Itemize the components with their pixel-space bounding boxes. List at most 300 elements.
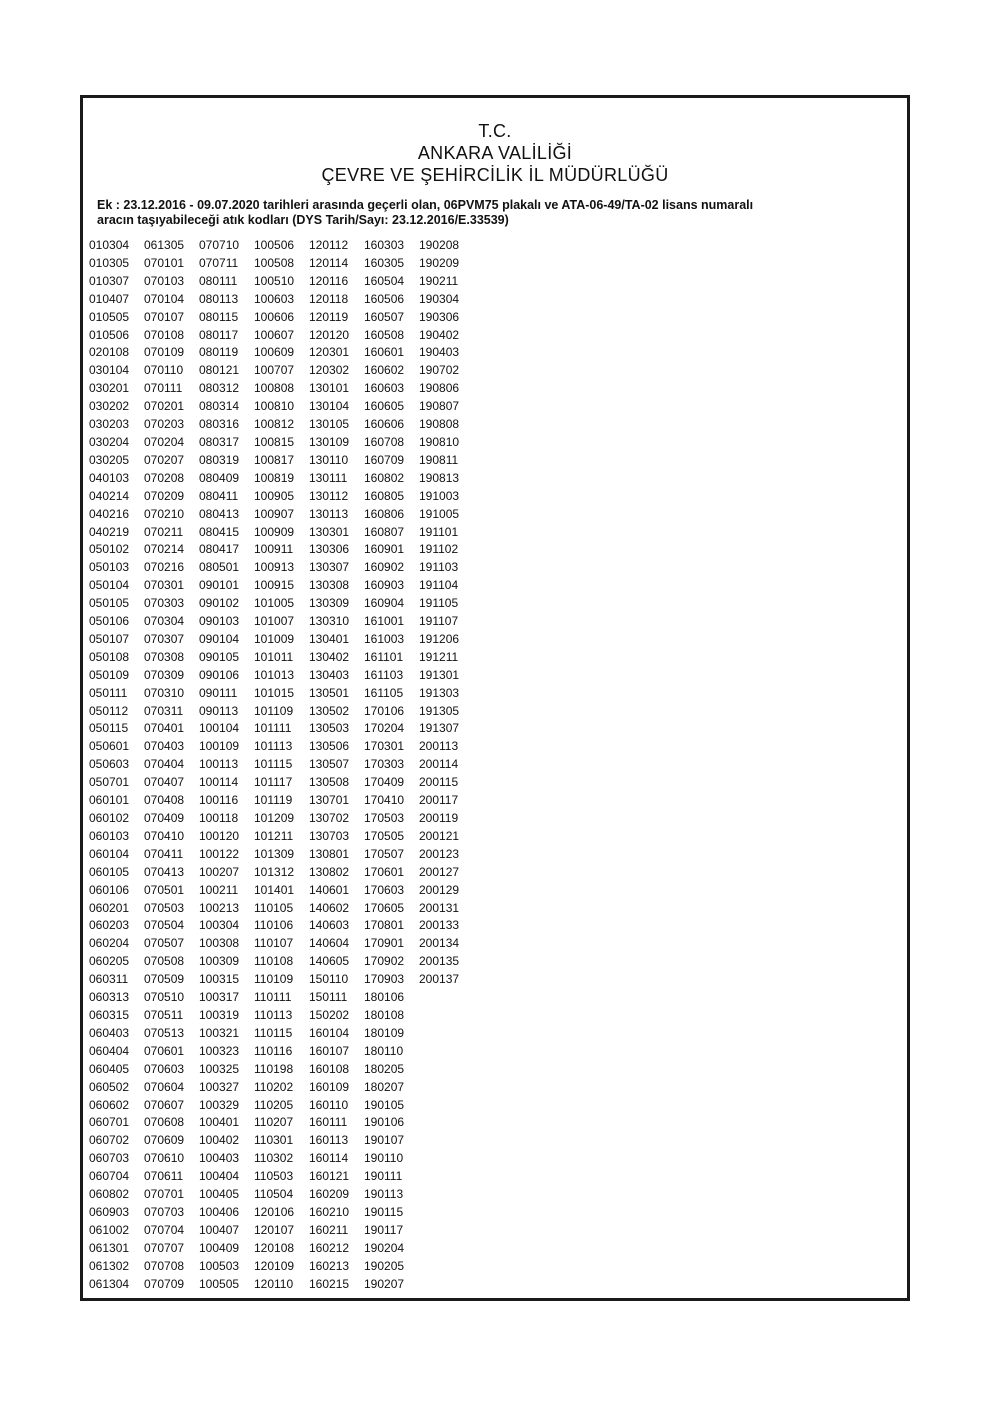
waste-code: 060205 bbox=[89, 954, 130, 969]
waste-code: 170902 bbox=[364, 954, 405, 969]
waste-code: 070509 bbox=[144, 972, 185, 987]
waste-code: 120112 bbox=[309, 238, 349, 252]
waste-code: 150111 bbox=[309, 990, 348, 1005]
waste-code: 090113 bbox=[199, 703, 239, 718]
waste-code: 160602 bbox=[364, 363, 405, 378]
waste-code: 130112 bbox=[309, 488, 349, 503]
waste-code: 101312 bbox=[254, 864, 295, 879]
waste-code: 070403 bbox=[144, 739, 185, 754]
waste-code: 160107 bbox=[309, 1043, 350, 1058]
waste-code: 070503 bbox=[144, 900, 185, 915]
waste-code: 010407 bbox=[89, 291, 130, 306]
waste-code: 130309 bbox=[309, 596, 350, 611]
waste-code: 160709 bbox=[364, 452, 405, 467]
waste-code: 160508 bbox=[364, 327, 405, 342]
waste-code: 070413 bbox=[144, 864, 185, 879]
waste-code: 080316 bbox=[199, 417, 240, 432]
waste-code: 200123 bbox=[419, 846, 460, 861]
waste-code: 161003 bbox=[364, 631, 405, 646]
waste-code: 060802 bbox=[89, 1187, 130, 1202]
waste-code: 101401 bbox=[254, 882, 295, 897]
waste-code: 101111 bbox=[254, 721, 292, 736]
waste-code: 130503 bbox=[309, 721, 350, 736]
waste-code: 070409 bbox=[144, 811, 185, 825]
waste-code: 130310 bbox=[309, 614, 350, 629]
waste-code: 200131 bbox=[419, 900, 460, 915]
waste-code: 070209 bbox=[144, 488, 185, 503]
waste-code: 070401 bbox=[144, 721, 185, 736]
waste-code: 050102 bbox=[89, 542, 130, 557]
waste-code: 030202 bbox=[89, 399, 130, 414]
waste-code: 090101 bbox=[199, 578, 240, 593]
waste-code: 100406 bbox=[199, 1204, 240, 1219]
waste-code: 060704 bbox=[89, 1169, 130, 1184]
waste-code: 040216 bbox=[89, 506, 130, 521]
code-column bbox=[144, 237, 199, 1293]
waste-code: 180207 bbox=[364, 1079, 405, 1094]
waste-code: 120109 bbox=[254, 1258, 295, 1273]
waste-code: 040219 bbox=[89, 524, 130, 539]
waste-code: 140604 bbox=[309, 936, 350, 951]
waste-code: 191102 bbox=[419, 542, 459, 557]
waste-code: 070101 bbox=[144, 255, 185, 270]
waste-code: 070310 bbox=[144, 685, 185, 700]
waste-code: 110108 bbox=[254, 954, 294, 969]
waste-code: 100815 bbox=[254, 434, 295, 449]
waste-code: 070610 bbox=[144, 1151, 185, 1166]
code-column bbox=[89, 237, 144, 1293]
waste-code: 060101 bbox=[89, 793, 130, 808]
code-column bbox=[364, 237, 419, 1293]
waste-code: 060502 bbox=[89, 1079, 130, 1094]
waste-code: 161105 bbox=[364, 685, 404, 700]
waste-code: 200117 bbox=[419, 793, 459, 808]
waste-code: 050103 bbox=[89, 560, 130, 575]
waste-code: 190807 bbox=[419, 399, 460, 414]
waste-code: 200114 bbox=[419, 757, 459, 772]
waste-code: 050111 bbox=[89, 685, 128, 700]
waste-code: 100409 bbox=[199, 1240, 240, 1255]
waste-code: 070513 bbox=[144, 1025, 185, 1040]
waste-code: 160806 bbox=[364, 506, 405, 521]
waste-code: 061302 bbox=[89, 1258, 130, 1273]
code-column bbox=[254, 237, 309, 1293]
waste-code: 200133 bbox=[419, 918, 460, 933]
waste-code: 190702 bbox=[419, 363, 460, 378]
waste-code: 190105 bbox=[364, 1097, 405, 1112]
waste-code: 070411 bbox=[144, 846, 184, 861]
waste-code: 100304 bbox=[199, 918, 240, 933]
waste-code: 120106 bbox=[254, 1204, 295, 1219]
waste-code: 100327 bbox=[199, 1079, 240, 1094]
waste-code: 170801 bbox=[364, 918, 405, 933]
waste-code: 160603 bbox=[364, 381, 405, 396]
waste-code: 061002 bbox=[89, 1222, 130, 1237]
waste-code: 190304 bbox=[419, 291, 460, 306]
waste-code: 160807 bbox=[364, 524, 405, 539]
waste-code: 060403 bbox=[89, 1025, 130, 1040]
waste-code: 161001 bbox=[364, 614, 405, 629]
waste-code: 110106 bbox=[254, 918, 294, 933]
waste-code: 101117 bbox=[254, 775, 293, 790]
waste-code: 191005 bbox=[419, 506, 460, 521]
waste-code: 100911 bbox=[254, 542, 294, 557]
waste-code: 140603 bbox=[309, 918, 350, 933]
waste-code: 050108 bbox=[89, 649, 130, 664]
waste-code: 101005 bbox=[254, 596, 295, 611]
waste-code: 160210 bbox=[309, 1204, 350, 1219]
waste-code: 170106 bbox=[364, 703, 405, 718]
waste-code: 100321 bbox=[199, 1025, 240, 1040]
waste-code: 070504 bbox=[144, 918, 185, 933]
waste-code: 060102 bbox=[89, 811, 130, 825]
waste-code: 080119 bbox=[199, 345, 239, 360]
waste-code: 180106 bbox=[364, 990, 405, 1005]
waste-code: 070404 bbox=[144, 757, 185, 772]
waste-code: 010304 bbox=[89, 238, 130, 252]
waste-code: 160121 bbox=[309, 1169, 350, 1184]
waste-code: 060404 bbox=[89, 1043, 130, 1058]
waste-code: 110107 bbox=[254, 936, 294, 951]
waste-code: 090106 bbox=[199, 667, 240, 682]
waste-code: 030104 bbox=[89, 363, 130, 378]
waste-code: 120119 bbox=[309, 309, 349, 324]
waste-code: 110302 bbox=[254, 1151, 294, 1166]
waste-code: 100913 bbox=[254, 560, 295, 575]
waste-code: 170410 bbox=[364, 793, 405, 808]
waste-code: 100120 bbox=[199, 828, 240, 843]
waste-code: 120120 bbox=[309, 327, 350, 342]
waste-code: 050104 bbox=[89, 578, 130, 593]
annex-note-line-1: Ek : 23.12.2016 - 09.07.2020 tarihleri arasında geçerli olan, 06PVM75 plakalı ve ATA-06-49/TA-02 lisans numaralı bbox=[97, 198, 754, 212]
waste-code: 060311 bbox=[89, 972, 129, 987]
annex-note bbox=[97, 198, 887, 228]
waste-code: 191101 bbox=[419, 524, 459, 539]
waste-code: 170901 bbox=[364, 936, 405, 951]
waste-code: 020108 bbox=[89, 345, 130, 360]
waste-code: 070703 bbox=[144, 1204, 185, 1219]
waste-code: 110504 bbox=[254, 1187, 294, 1202]
waste-code: 070507 bbox=[144, 936, 185, 951]
waste-code: 080415 bbox=[199, 524, 240, 539]
waste-code: 050603 bbox=[89, 757, 130, 772]
waste-code: 100308 bbox=[199, 936, 240, 951]
waste-code: 080413 bbox=[199, 506, 240, 521]
waste-code: 190211 bbox=[419, 273, 459, 288]
waste-code: 130501 bbox=[309, 685, 350, 700]
waste-code-list bbox=[89, 237, 474, 1293]
waste-code: 060103 bbox=[89, 828, 130, 843]
waste-code: 140602 bbox=[309, 900, 350, 915]
waste-code: 100114 bbox=[199, 775, 239, 790]
waste-code: 180109 bbox=[364, 1025, 405, 1040]
waste-code: 070104 bbox=[144, 291, 185, 306]
waste-code: 100315 bbox=[199, 972, 240, 987]
waste-code: 060104 bbox=[89, 846, 130, 861]
waste-code: 170409 bbox=[364, 775, 405, 790]
waste-code: 120114 bbox=[309, 255, 349, 270]
waste-code: 160903 bbox=[364, 578, 405, 593]
waste-code: 170301 bbox=[364, 739, 405, 754]
waste-code: 080409 bbox=[199, 470, 240, 485]
waste-code: 190403 bbox=[419, 345, 460, 360]
waste-code: 190204 bbox=[364, 1240, 405, 1255]
waste-code: 101015 bbox=[254, 685, 295, 700]
waste-code: 190306 bbox=[419, 309, 460, 324]
waste-code: 150202 bbox=[309, 1007, 350, 1022]
waste-code: 140605 bbox=[309, 954, 350, 969]
waste-code: 191307 bbox=[419, 721, 460, 736]
waste-code: 160904 bbox=[364, 596, 405, 611]
waste-code: 160110 bbox=[309, 1097, 349, 1112]
waste-code: 191211 bbox=[419, 649, 459, 664]
waste-code: 100510 bbox=[254, 273, 295, 288]
waste-code: 100407 bbox=[199, 1222, 240, 1237]
waste-code: 040214 bbox=[89, 488, 130, 503]
waste-code: 050112 bbox=[89, 703, 129, 718]
waste-code: 110202 bbox=[254, 1079, 294, 1094]
waste-code: 190808 bbox=[419, 417, 460, 432]
waste-code: 100707 bbox=[254, 363, 295, 378]
waste-code: 070510 bbox=[144, 990, 185, 1005]
waste-code: 100907 bbox=[254, 506, 295, 521]
waste-code: 100817 bbox=[254, 452, 295, 467]
header-governorship: ANKARA VALİLİĞİ bbox=[417, 143, 573, 163]
waste-code: 070107 bbox=[144, 309, 185, 324]
waste-code: 010305 bbox=[89, 255, 130, 270]
waste-code: 070708 bbox=[144, 1258, 185, 1273]
waste-code: 100317 bbox=[199, 990, 240, 1005]
waste-code: 150110 bbox=[309, 972, 349, 987]
waste-code: 100122 bbox=[199, 846, 240, 861]
waste-code: 070307 bbox=[144, 631, 185, 646]
waste-code: 191105 bbox=[419, 596, 459, 611]
waste-code: 070211 bbox=[144, 524, 184, 539]
waste-code: 070609 bbox=[144, 1133, 185, 1148]
waste-code: 110116 bbox=[254, 1043, 293, 1058]
waste-code: 070701 bbox=[144, 1187, 185, 1202]
waste-code: 161101 bbox=[364, 649, 404, 664]
waste-code: 100325 bbox=[199, 1061, 240, 1076]
waste-code: 110205 bbox=[254, 1097, 294, 1112]
waste-code: 101011 bbox=[254, 649, 294, 664]
waste-code: 110115 bbox=[254, 1025, 293, 1040]
waste-code: 100606 bbox=[254, 309, 295, 324]
waste-code: 110111 bbox=[254, 990, 292, 1005]
waste-code: 080411 bbox=[199, 488, 239, 503]
waste-code: 200129 bbox=[419, 882, 460, 897]
waste-code: 100609 bbox=[254, 345, 295, 360]
waste-code: 100603 bbox=[254, 291, 295, 306]
waste-code: 080113 bbox=[199, 291, 239, 306]
waste-code: 130301 bbox=[309, 524, 350, 539]
waste-code: 160902 bbox=[364, 560, 405, 575]
waste-code: 130101 bbox=[309, 381, 350, 396]
waste-code: 190113 bbox=[364, 1187, 404, 1202]
waste-code: 200119 bbox=[419, 811, 459, 825]
waste-code: 090105 bbox=[199, 649, 240, 664]
waste-code: 100808 bbox=[254, 381, 295, 396]
waste-code: 060702 bbox=[89, 1133, 130, 1148]
waste-code: 180108 bbox=[364, 1007, 405, 1022]
waste-code: 120110 bbox=[254, 1276, 294, 1291]
waste-code: 160111 bbox=[309, 1115, 348, 1130]
document-frame bbox=[80, 95, 910, 1301]
waste-code: 120301 bbox=[309, 345, 350, 360]
waste-code: 170605 bbox=[364, 900, 405, 915]
waste-code: 110503 bbox=[254, 1169, 294, 1184]
waste-code: 160504 bbox=[364, 273, 405, 288]
waste-code: 160305 bbox=[364, 255, 405, 270]
waste-code: 070304 bbox=[144, 614, 185, 629]
waste-code: 070608 bbox=[144, 1115, 185, 1130]
waste-code: 200134 bbox=[419, 936, 460, 951]
waste-code: 160606 bbox=[364, 417, 405, 432]
waste-code: 060405 bbox=[89, 1061, 130, 1076]
waste-code: 100810 bbox=[254, 399, 295, 414]
waste-code: 160213 bbox=[309, 1258, 350, 1273]
waste-code: 190208 bbox=[419, 238, 460, 252]
waste-code: 190115 bbox=[364, 1204, 404, 1219]
waste-code: 180110 bbox=[364, 1043, 404, 1058]
waste-code: 120107 bbox=[254, 1222, 295, 1237]
waste-code: 190806 bbox=[419, 381, 460, 396]
waste-code: 100503 bbox=[199, 1258, 240, 1273]
waste-code: 130502 bbox=[309, 703, 350, 718]
waste-code: 160507 bbox=[364, 309, 405, 324]
waste-code: 160211 bbox=[309, 1222, 349, 1237]
waste-code: 130701 bbox=[309, 793, 350, 808]
waste-code: 160114 bbox=[309, 1151, 349, 1166]
waste-code: 060703 bbox=[89, 1151, 130, 1166]
waste-code: 160601 bbox=[364, 345, 405, 360]
waste-code: 100405 bbox=[199, 1187, 240, 1202]
waste-code: 050109 bbox=[89, 667, 130, 682]
waste-code: 190107 bbox=[364, 1133, 405, 1148]
waste-code: 061301 bbox=[89, 1240, 130, 1255]
waste-code: 191305 bbox=[419, 703, 460, 718]
waste-code: 101113 bbox=[254, 739, 293, 754]
waste-code: 170204 bbox=[364, 721, 405, 736]
document-header bbox=[83, 120, 907, 186]
waste-code: 070109 bbox=[144, 345, 185, 360]
code-column bbox=[419, 237, 474, 1293]
waste-code: 080319 bbox=[199, 452, 240, 467]
waste-code: 080501 bbox=[199, 560, 240, 575]
waste-code: 100402 bbox=[199, 1133, 240, 1148]
waste-code: 100506 bbox=[254, 238, 295, 252]
waste-code: 160215 bbox=[309, 1276, 350, 1291]
waste-code: 100309 bbox=[199, 954, 240, 969]
waste-code: 170505 bbox=[364, 828, 405, 843]
waste-code: 110113 bbox=[254, 1007, 293, 1022]
waste-code: 070216 bbox=[144, 560, 185, 575]
waste-code: 160708 bbox=[364, 434, 405, 449]
waste-code: 190205 bbox=[364, 1258, 405, 1273]
waste-code: 110198 bbox=[254, 1061, 294, 1076]
waste-code: 130308 bbox=[309, 578, 350, 593]
waste-code: 090102 bbox=[199, 596, 240, 611]
waste-code: 120116 bbox=[309, 273, 349, 288]
waste-code: 030201 bbox=[89, 381, 130, 396]
waste-code: 160108 bbox=[309, 1061, 350, 1076]
waste-code: 200115 bbox=[419, 775, 459, 790]
waste-code: 100508 bbox=[254, 255, 295, 270]
waste-code: 100213 bbox=[199, 900, 240, 915]
waste-code: 200121 bbox=[419, 828, 460, 843]
waste-code: 130703 bbox=[309, 828, 350, 843]
waste-code: 191103 bbox=[419, 560, 459, 575]
code-column bbox=[309, 237, 364, 1293]
waste-code: 140601 bbox=[309, 882, 350, 897]
waste-code: 130802 bbox=[309, 864, 350, 879]
waste-code: 170507 bbox=[364, 846, 405, 861]
waste-code: 191003 bbox=[419, 488, 460, 503]
waste-code: 070207 bbox=[144, 452, 185, 467]
waste-code: 060204 bbox=[89, 936, 130, 951]
waste-code: 130113 bbox=[309, 506, 349, 521]
waste-code: 120302 bbox=[309, 363, 350, 378]
waste-code: 101211 bbox=[254, 828, 294, 843]
waste-code: 060203 bbox=[89, 918, 130, 933]
waste-code: 061305 bbox=[144, 238, 185, 252]
code-column bbox=[199, 237, 254, 1293]
waste-code: 060201 bbox=[89, 900, 130, 915]
waste-code: 110105 bbox=[254, 900, 294, 915]
waste-code: 130105 bbox=[309, 417, 350, 432]
waste-code: 160209 bbox=[309, 1187, 350, 1202]
waste-code: 100607 bbox=[254, 327, 295, 342]
waste-code: 180205 bbox=[364, 1061, 405, 1076]
waste-code: 101013 bbox=[254, 667, 295, 682]
waste-code: 060315 bbox=[89, 1007, 130, 1022]
waste-code: 080314 bbox=[199, 399, 240, 414]
waste-code: 070611 bbox=[144, 1169, 184, 1184]
waste-code: 170603 bbox=[364, 882, 405, 897]
waste-code: 190106 bbox=[364, 1115, 405, 1130]
waste-code: 200135 bbox=[419, 954, 460, 969]
waste-code: 101109 bbox=[254, 703, 294, 718]
waste-code: 070201 bbox=[144, 399, 185, 414]
waste-code: 101009 bbox=[254, 631, 295, 646]
waste-code: 100113 bbox=[199, 757, 239, 772]
waste-code: 100207 bbox=[199, 864, 240, 879]
waste-code: 160506 bbox=[364, 291, 405, 306]
waste-code: 070108 bbox=[144, 327, 185, 342]
header-tc: T.C. bbox=[478, 121, 512, 141]
waste-code: 130402 bbox=[309, 649, 350, 664]
waste-code: 130507 bbox=[309, 757, 350, 772]
waste-code: 070410 bbox=[144, 828, 185, 843]
waste-code: 060105 bbox=[89, 864, 130, 879]
waste-code: 120118 bbox=[309, 291, 349, 306]
waste-code: 100403 bbox=[199, 1151, 240, 1166]
waste-code: 070710 bbox=[199, 238, 240, 252]
waste-code: 160805 bbox=[364, 488, 405, 503]
waste-code: 070711 bbox=[199, 255, 239, 270]
waste-code: 060313 bbox=[89, 990, 130, 1005]
waste-code: 130104 bbox=[309, 399, 350, 414]
waste-code: 191107 bbox=[419, 614, 459, 629]
waste-code: 110207 bbox=[254, 1115, 294, 1130]
waste-code: 070214 bbox=[144, 542, 185, 557]
waste-code: 070707 bbox=[144, 1240, 185, 1255]
waste-code: 160605 bbox=[364, 399, 405, 414]
waste-code: 070110 bbox=[144, 363, 184, 378]
waste-code: 070303 bbox=[144, 596, 185, 611]
waste-code: 050601 bbox=[89, 739, 130, 754]
waste-code: 100211 bbox=[199, 882, 239, 897]
